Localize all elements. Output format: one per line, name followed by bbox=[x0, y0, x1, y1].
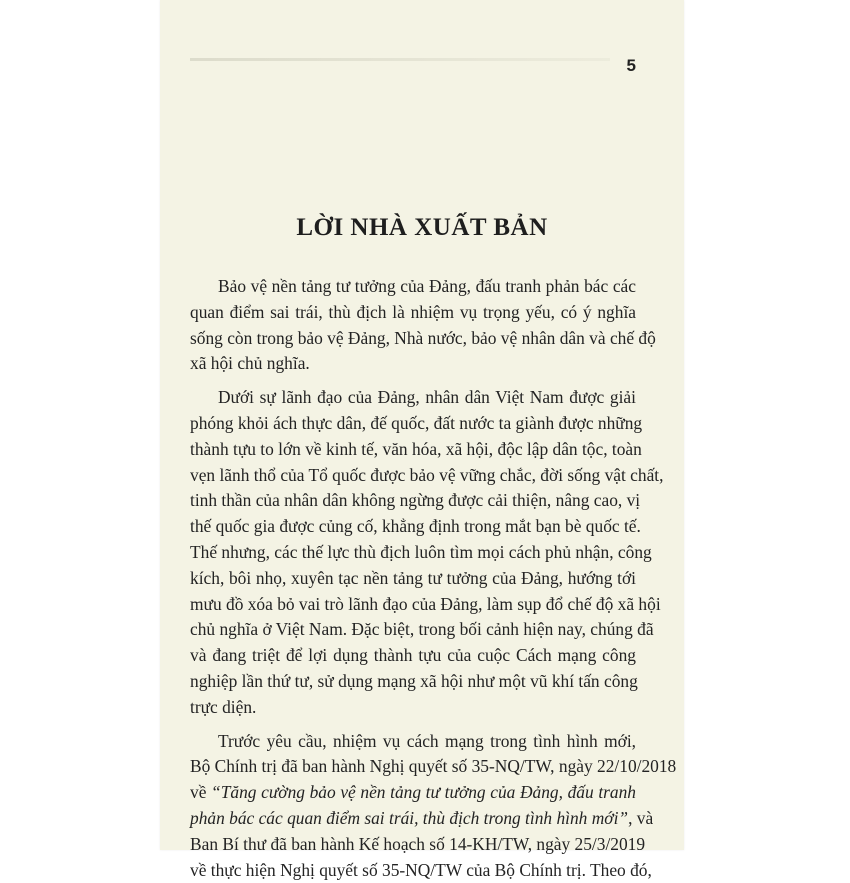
resolution-title: “Tăng cường bảo vệ nền tảng tư tưởng của Đảng, đấu tranh bbox=[211, 782, 636, 803]
show-through-text bbox=[190, 58, 610, 61]
text-line: Ban Bí thư đã ban hành Kế hoạch số 14-KH/TW, ngày 25/3/2019 bbox=[190, 833, 646, 854]
book-page bbox=[160, 0, 684, 880]
text-line: tinh thần của nhân dân không ngừng được cải thiện, nâng cao, vị bbox=[190, 490, 641, 511]
text-fragment: , và bbox=[628, 807, 654, 828]
text-line: phóng khỏi ách thực dân, đế quốc, đất nước ta giành được những bbox=[190, 412, 643, 433]
text-line: thành tựu to lớn về kinh tế, văn hóa, xã hội, độc lập dân tộc, toàn bbox=[190, 438, 642, 459]
text-line: mưu đồ xóa bỏ vai trò lãnh đạo của Đảng, làm sụp đổ chế độ xã hội bbox=[190, 593, 661, 614]
text-line: kích, bôi nhọ, xuyên tạc nền tảng tư tưởng của Đảng, hướng tới bbox=[190, 567, 636, 588]
text-line: và đang triệt để lợi dụng thành tựu của cuộc Cách mạng công bbox=[190, 645, 636, 666]
text-line: vẹn lãnh thổ của Tổ quốc được bảo vệ vững chắc, đời sống vật chất, bbox=[190, 464, 664, 485]
text-line: chủ nghĩa ở Việt Nam. Đặc biệt, trong bối cảnh hiện nay, chúng đã bbox=[190, 619, 654, 640]
text-line bbox=[190, 806, 654, 832]
text-line: xã hội chủ nghĩa. bbox=[190, 353, 310, 374]
body-text bbox=[190, 274, 677, 883]
text-line: quan điểm sai trái, thù địch là nhiệm vụ trọng yếu, có ý nghĩa bbox=[190, 301, 636, 322]
page-title: LỜI NHÀ XUẤT BẢN bbox=[296, 214, 548, 241]
resolution-title: phản bác các quan điểm sai trái, thù địch trong tình hình mới” bbox=[190, 807, 629, 828]
text-fragment: về bbox=[190, 782, 212, 803]
text-line: Bộ Chính trị đã ban hành Nghị quyết số 35-NQ/TW, ngày 22/10/2018 bbox=[190, 756, 677, 777]
text-line: Dưới sự lãnh đạo của Đảng, nhân dân Việt Nam được giải bbox=[218, 387, 636, 408]
text-line: thế quốc gia được củng cố, khẳng định trong mắt bạn bè quốc tế. bbox=[190, 516, 641, 537]
text-line: Bảo vệ nền tảng tư tưởng của Đảng, đấu tranh phản bác các bbox=[218, 276, 636, 296]
page-number: 5 bbox=[626, 56, 636, 75]
text-line: về thực hiện Nghị quyết số 35-NQ/TW của Bộ Chính trị. Theo đó, bbox=[190, 859, 652, 880]
text-line bbox=[190, 780, 636, 806]
text-line: Thế nhưng, các thế lực thù địch luôn tìm mọi cách phủ nhận, công bbox=[190, 541, 652, 562]
text-line: trực diện. bbox=[190, 696, 257, 717]
text-line: Trước yêu cầu, nhiệm vụ cách mạng trong tình hình mới, bbox=[218, 730, 636, 751]
text-line: nghiệp lần thứ tư, sử dụng mạng xã hội như một vũ khí tấn công bbox=[190, 670, 638, 691]
text-line: sống còn trong bảo vệ Đảng, Nhà nước, bảo vệ nhân dân và chế độ bbox=[190, 327, 656, 348]
